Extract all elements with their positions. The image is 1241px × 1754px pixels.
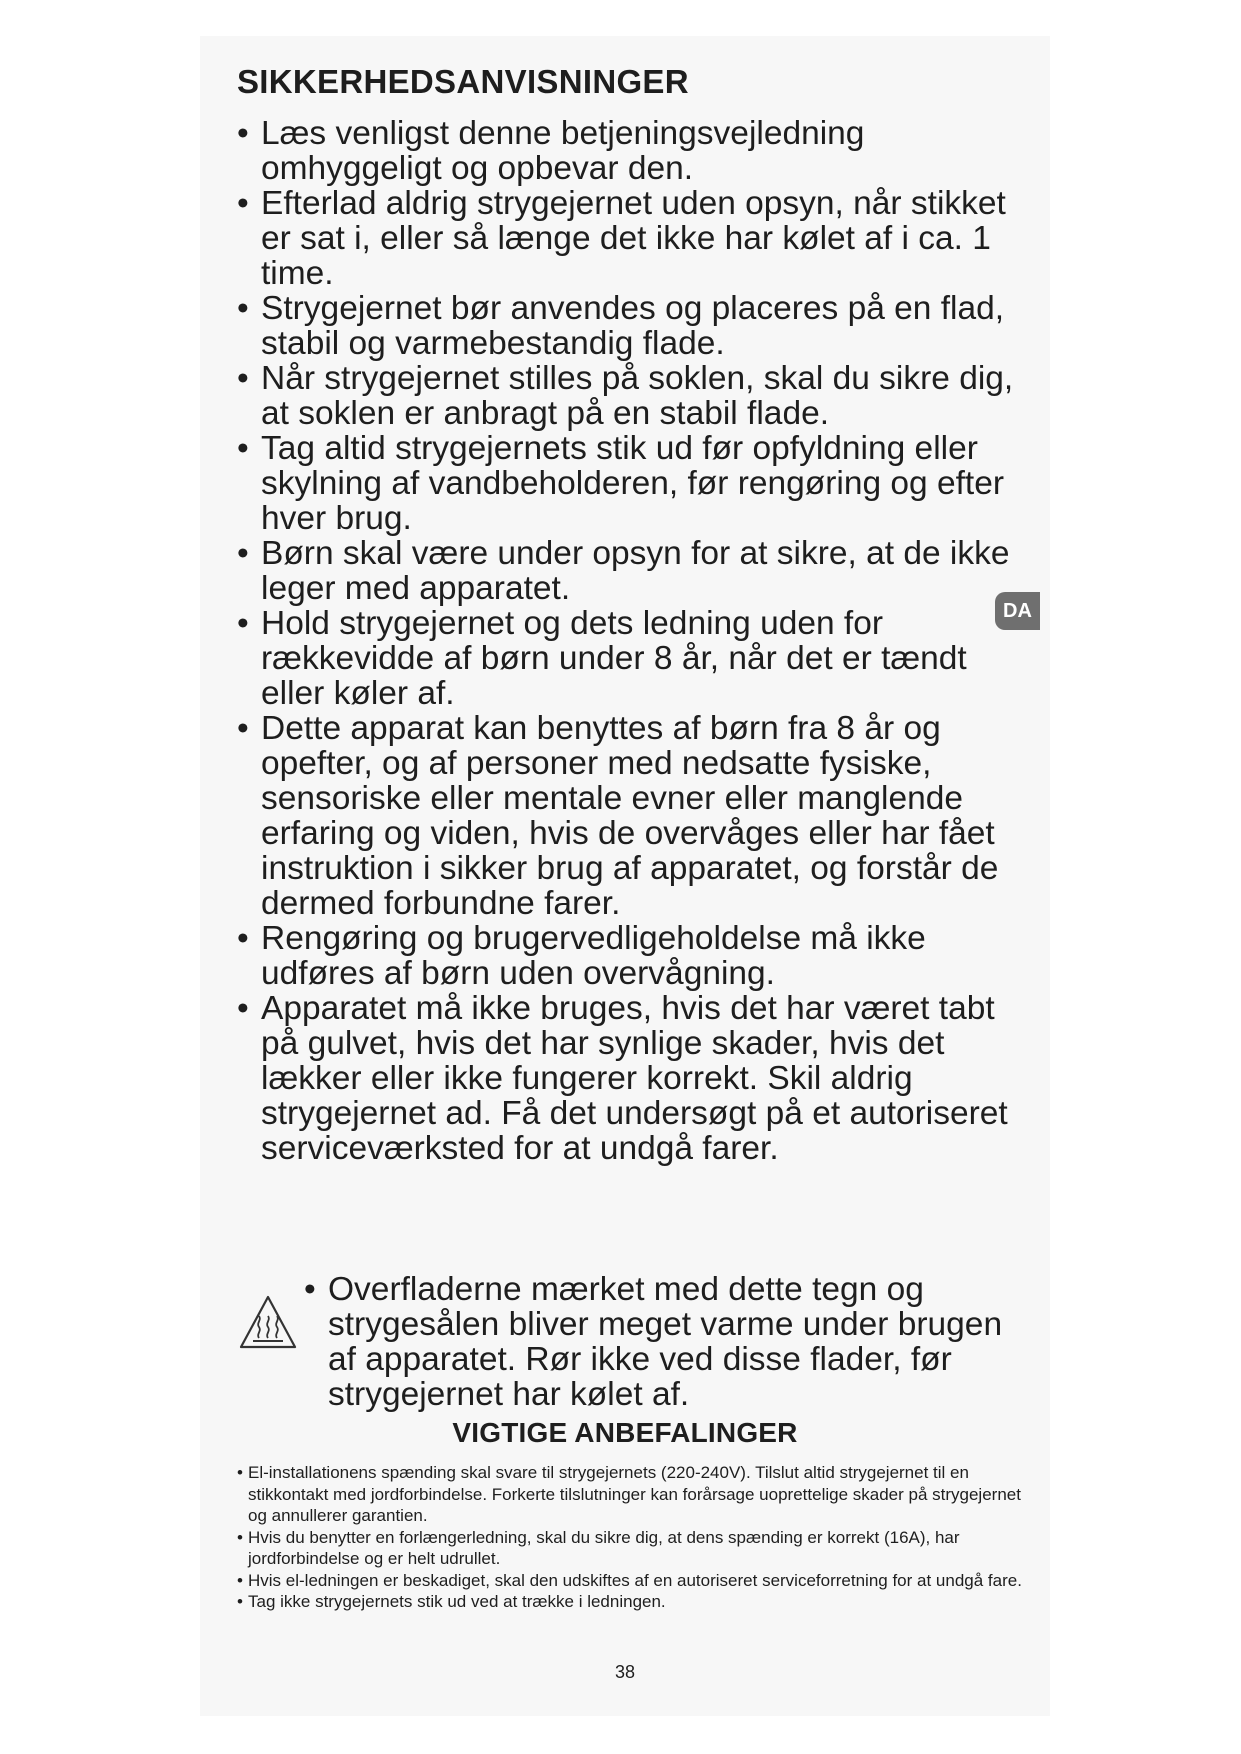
hot-surface-warning-icon bbox=[238, 1294, 298, 1350]
list-item: • Hold strygejernet og dets ledning uden for rækkevidde af børn under 8 år, når det er tændt eller køler af. bbox=[237, 606, 1027, 711]
list-item: • Dette apparat kan benyttes af børn fra 8 år og opefter, og af personer med nedsatte fysiske, sensoriske eller mentale evner eller manglende erfaring og viden, hvis de overvåges eller har fået instruktion i sikker brug af apparatet, og forstår de dermed forbundne farer. bbox=[237, 711, 1027, 921]
list-item: • Børn skal være under opsyn for at sikre, at de ikke leger med apparatet. bbox=[237, 536, 1027, 606]
list-item: • Efterlad aldrig strygejernet uden opsyn, når stikket er sat i, eller så længe det ikke har kølet af i ca. 1 time. bbox=[237, 186, 1027, 291]
recommendations-heading: VIGTIGE ANBEFALINGER bbox=[452, 1417, 798, 1448]
language-tab: DA bbox=[995, 592, 1040, 630]
list-item: • El-installationens spænding skal svare til strygejernets (220-240V). Tilslut altid strygejernet til en stikkontakt med jordforbindelse. Forkerte tilslutninger kan forårsage uoprettelige skader på strygejernet og annullerer garantien. bbox=[237, 1462, 1027, 1527]
list-item: • Apparatet må ikke bruges, hvis det har været tabt på gulvet, hvis det har synlige skader, hvis det lækker eller ikke fungerer korrekt. Skil aldrig strygejernet ad. Få det undersøgt på et autoriseret serviceværksted for at undgå farer. bbox=[237, 991, 1027, 1166]
list-item: • Rengøring og brugervedligeholdelse må ikke udføres af børn uden overvågning. bbox=[237, 921, 1027, 991]
list-item: • Tag altid strygejernets stik ud før opfyldning eller skylning af vandbeholderen, før rengøring og efter hver brug. bbox=[237, 431, 1027, 536]
list-item: • Læs venligst denne betjeningsvejledning omhyggeligt og opbevar den. bbox=[237, 116, 1027, 186]
list-item: • Hvis el-ledningen er beskadiget, skal den udskiftes af en autoriseret serviceforretning for at undgå fare. bbox=[237, 1570, 1027, 1592]
list-item: • Når strygejernet stilles på soklen, skal du sikre dig, at soklen er anbragt på en stabil flade. bbox=[237, 361, 1027, 431]
safety-instructions-list bbox=[237, 116, 1027, 1166]
page-title: SIKKERHEDSANVISNINGER bbox=[237, 63, 689, 100]
list-item: • Hvis du benytter en forlængerledning, skal du sikre dig, at dens spænding er korrekt (16A), har jordforbindelse og er helt udrullet. bbox=[237, 1527, 1027, 1570]
recommendations-list bbox=[237, 1462, 1027, 1613]
page-number: 38 bbox=[614, 1662, 636, 1682]
list-item: • Strygejernet bør anvendes og placeres på en flad, stabil og varmebestandig flade. bbox=[237, 291, 1027, 361]
hot-surface-warning-text: • Overfladerne mærket med dette tegn og strygesålen bliver meget varme under brugen af apparatet. Rør ikke ved disse flader, før strygejernet har kølet af. bbox=[304, 1272, 1004, 1412]
list-item: • Tag ikke strygejernets stik ud ved at trække i ledningen. bbox=[237, 1591, 1027, 1613]
